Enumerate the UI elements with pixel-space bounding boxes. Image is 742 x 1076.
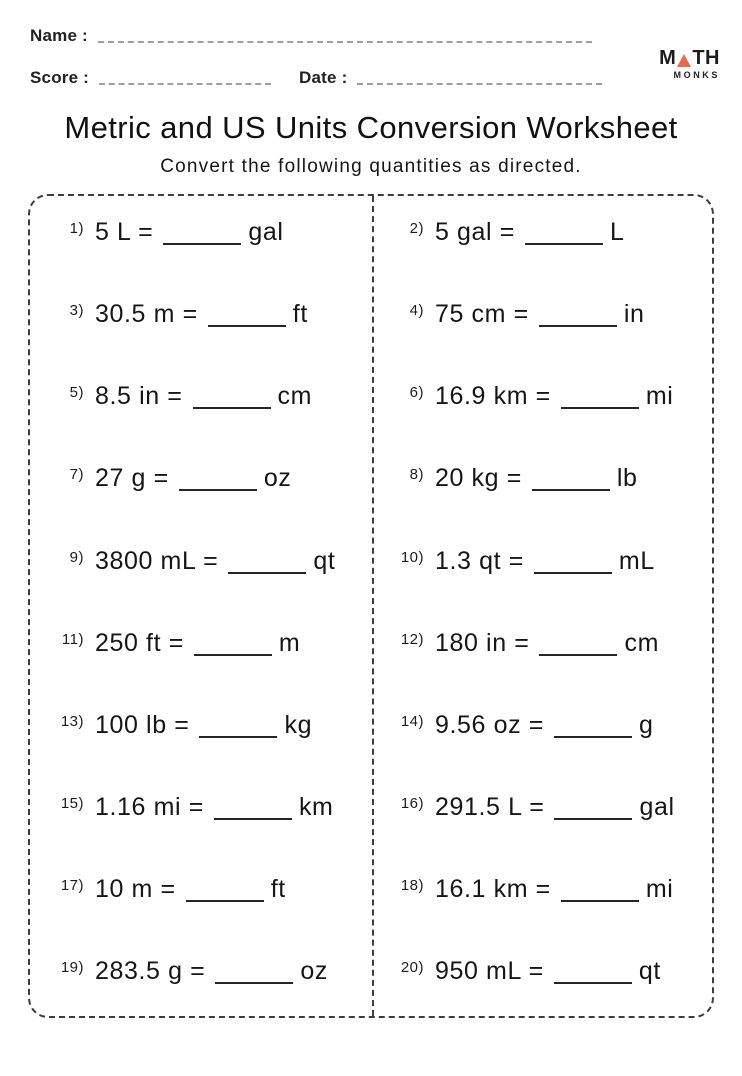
problem-expression (95, 382, 312, 411)
problem-item-9 (56, 547, 368, 576)
problem-item-13 (56, 711, 368, 740)
answer-blank[interactable] (208, 325, 286, 327)
problem-expression (95, 711, 312, 740)
problem-number: 17) (60, 877, 84, 894)
problem-lhs: 100 lb = (95, 710, 190, 739)
unit-label: oz (263, 464, 292, 493)
unit-label: in (623, 300, 645, 329)
date-fill-line[interactable] (357, 83, 602, 85)
problem-expression (435, 875, 673, 904)
problem-number: 7) (69, 466, 84, 484)
answer-blank[interactable] (186, 900, 264, 902)
problem-item-6 (396, 382, 708, 411)
problem-item-15 (56, 793, 368, 822)
problem-number: 14) (400, 712, 424, 730)
unit-label: gal (639, 792, 675, 821)
problem-lhs: 8.5 in = (95, 382, 183, 411)
problem-expression (95, 957, 328, 986)
problem-number: 11) (61, 630, 84, 648)
score-label: Score : (30, 68, 90, 87)
name-fill-line[interactable] (98, 41, 592, 43)
problem-lhs: 75 cm = (435, 300, 529, 329)
problem-lhs: 283.5 g = (95, 957, 206, 986)
problem-number: 9) (69, 548, 84, 566)
unit-label: m (278, 628, 301, 657)
unit-label: qt (313, 546, 336, 575)
problem-lhs: 30.5 m = (95, 300, 198, 329)
problem-lhs: 20 kg = (435, 464, 522, 493)
problem-expression (95, 464, 291, 493)
problem-item-14 (396, 711, 708, 740)
math-monks-logo (644, 48, 720, 80)
problem-lhs: 27 g = (95, 464, 169, 493)
unit-label: oz (300, 957, 328, 986)
problem-expression (435, 711, 653, 740)
problem-number: 15) (60, 794, 84, 812)
problem-number: 18) (400, 877, 424, 894)
problem-expression (435, 300, 645, 329)
problem-item-7 (56, 464, 368, 493)
problem-number: 13) (60, 712, 84, 730)
problem-lhs: 1.3 qt = (435, 546, 524, 575)
problem-number: 19) (60, 959, 84, 977)
problems-column-left (30, 196, 374, 1016)
problem-item-4 (396, 300, 708, 329)
answer-blank[interactable] (561, 407, 639, 409)
problem-lhs: 3800 mL = (95, 546, 219, 575)
answer-blank[interactable] (194, 654, 272, 656)
worksheet-page (0, 26, 742, 1076)
unit-label: gal (248, 218, 284, 246)
problem-expression (95, 218, 284, 247)
problem-expression (95, 875, 286, 904)
unit-label: mi (645, 875, 674, 903)
logo-triangle-icon (677, 54, 691, 67)
problem-number: 6) (409, 384, 424, 402)
problem-expression (435, 547, 655, 576)
problem-lhs: 291.5 L = (435, 792, 545, 821)
problems-column-right (374, 196, 712, 1016)
answer-blank[interactable] (532, 489, 610, 491)
answer-blank[interactable] (215, 982, 293, 984)
problem-lhs: 950 mL = (435, 957, 544, 986)
unit-label: mi (645, 382, 674, 411)
problem-number: 5) (69, 384, 84, 402)
problems-box (28, 194, 714, 1018)
problem-lhs: 250 ft = (95, 628, 184, 657)
problem-expression (435, 218, 624, 247)
problem-expression (435, 957, 661, 986)
problem-lhs: 9.56 oz = (435, 710, 544, 739)
problem-number: 12) (400, 630, 424, 648)
problem-item-16 (396, 793, 708, 822)
problem-lhs: 16.9 km = (435, 382, 551, 411)
unit-label: mL (618, 546, 655, 575)
unit-label: cm (277, 382, 313, 411)
answer-blank[interactable] (539, 325, 617, 327)
name-field-row (30, 26, 592, 46)
problem-expression (95, 300, 308, 329)
problem-number: 10) (400, 548, 424, 566)
problem-expression (95, 793, 333, 822)
answer-blank[interactable] (554, 818, 632, 820)
logo-text-th: TH (692, 47, 720, 69)
unit-label: lb (616, 464, 638, 493)
problem-expression (435, 793, 675, 822)
problem-number: 4) (409, 302, 424, 320)
problem-item-3 (56, 300, 368, 329)
unit-label: ft (292, 300, 308, 329)
problem-item-20 (396, 957, 708, 986)
problem-lhs: 16.1 km = (435, 875, 551, 903)
answer-blank[interactable] (561, 900, 639, 902)
answer-blank[interactable] (525, 243, 603, 245)
answer-blank[interactable] (214, 818, 292, 820)
problem-item-18 (396, 875, 708, 904)
problem-number: 16) (400, 794, 424, 812)
problem-expression (435, 382, 673, 411)
problem-expression (95, 547, 335, 576)
problem-item-12 (396, 629, 708, 658)
unit-label: L (609, 218, 625, 246)
problem-item-11 (56, 629, 368, 658)
unit-label: g (638, 710, 654, 739)
problem-number: 2) (409, 220, 424, 237)
problem-item-10 (396, 547, 708, 576)
problem-number: 20) (400, 959, 424, 977)
answer-blank[interactable] (554, 736, 632, 738)
unit-label: cm (624, 628, 659, 657)
instruction-text: Convert the following quantities as directed. (160, 156, 582, 177)
logo-top-row (644, 48, 720, 68)
problem-item-19 (56, 957, 368, 986)
logo-text-m: M (659, 47, 677, 69)
problem-lhs: 5 L = (95, 218, 154, 246)
problem-expression (435, 629, 659, 658)
problem-expression (95, 629, 300, 658)
problem-lhs: 10 m = (95, 875, 176, 903)
problem-item-17 (56, 875, 368, 904)
problem-number: 1) (69, 220, 84, 237)
answer-blank[interactable] (199, 736, 277, 738)
unit-label: ft (270, 875, 286, 903)
answer-blank[interactable] (554, 982, 632, 984)
answer-blank[interactable] (163, 243, 241, 245)
unit-label: qt (638, 957, 661, 986)
score-date-row (30, 68, 602, 88)
score-fill-line[interactable] (99, 83, 271, 85)
problem-number: 8) (409, 466, 424, 484)
answer-blank[interactable] (179, 489, 257, 491)
problem-lhs: 5 gal = (435, 218, 515, 246)
problem-item-8 (396, 464, 708, 493)
answer-blank[interactable] (534, 572, 612, 574)
unit-label: km (298, 792, 334, 821)
page-title: Metric and US Units Conversion Worksheet (64, 110, 678, 145)
unit-label: kg (284, 710, 313, 739)
answer-blank[interactable] (193, 407, 271, 409)
problem-lhs: 1.16 mi = (95, 792, 204, 821)
name-label: Name : (30, 26, 88, 45)
worksheet-header (30, 26, 720, 90)
logo-text-monks: MONKS (673, 70, 720, 80)
answer-blank[interactable] (228, 572, 306, 574)
problem-item-1 (56, 218, 368, 247)
date-label: Date : (299, 68, 348, 87)
problem-item-2 (396, 218, 708, 247)
problem-expression (435, 464, 638, 493)
problem-lhs: 180 in = (435, 628, 530, 657)
problem-number: 3) (69, 302, 84, 320)
problem-item-5 (56, 382, 368, 411)
answer-blank[interactable] (539, 654, 617, 656)
